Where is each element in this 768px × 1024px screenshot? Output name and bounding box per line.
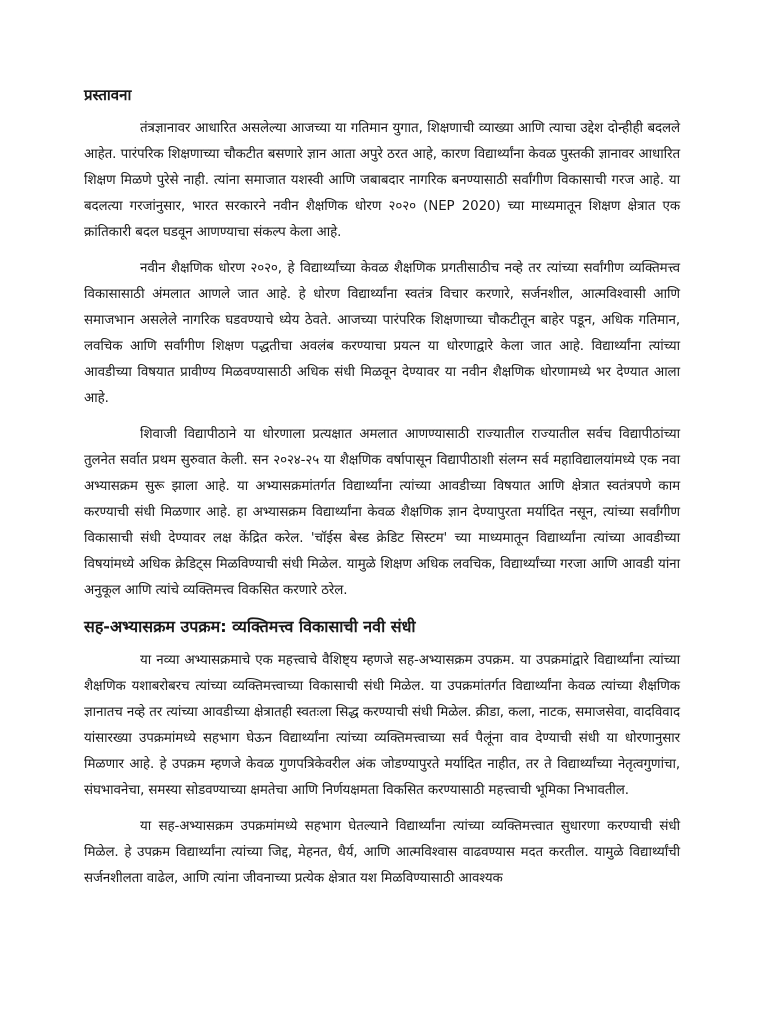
- section-paragraph-1: या नव्या अभ्यासक्रमाचे एक महत्त्वाचे वैशिष्ट्य म्हणजे सह-अभ्यासक्रम उपक्रम. या उपक्रमांद्वारे विद्यार्थ्यांना त्यांच्या शैक्षणिक यशाबरोबरच त्यांच्या व्यक्तिमत्त्वाच्या विकासाची संधी मिळेल. या उपक्रमांतर्गत विद्यार्थ्यांना केवळ त्यांच्या शैक्षणिक ज्ञानातच नव्हे तर त्यांच्या आवडीच्या क्षेत्रातही स्वतःला सिद्ध करण्याची संधी मिळेल. क्रीडा, कला, नाटक, समाजसेवा, वादविवाद यांसारख्या उपक्रमांमध्ये सहभाग घेऊन विद्यार्थ्यांना त्यांच्या व्यक्तिमत्त्वाच्या सर्व पैलूंना वाव देण्याची संधी या धोरणानुसार मिळणार आहे. हे उपक्रम म्हणजे केवळ गुणपत्रिकेवरील अंक जोडण्यापुरते मर्यादित नाहीत, तर ते विद्यार्थ्यांच्या नेतृत्वगुणांचा, संघभावनेचा, समस्या सोडवण्याच्या क्षमतेचा आणि निर्णयक्षमता विकसित करण्यासाठी महत्त्वाची भूमिका निभावतील.: [84, 653, 680, 798]
- intro-paragraph-1: तंत्रज्ञानावर आधारित असलेल्या आजच्या या गतिमान युगात, शिक्षणाची व्याख्या आणि त्याचा उद्देश दोन्हीही बदलले आहेत. पारंपरिक शिक्षणाच्या चौकटीत बसणारे ज्ञान आता अपुरे ठरत आहे, कारण विद्यार्थ्यांना केवळ पुस्तकी ज्ञानावर आधारित शिक्षण मिळणे पुरेसे नाही. त्यांना समाजात यशस्वी आणि जबाबदार नागरिक बनण्यासाठी सर्वांगीण विकासाची गरज आहे. या बदलत्या गरजांनुसार, भारत सरकारने नवीन शैक्षणिक धोरण २०२० (NEP 2020) च्या माध्यमातून शिक्षण क्षेत्रात एक क्रांतिकारी बदल घडवून आणण्याचा संकल्प केला आहे.: [84, 121, 680, 240]
- intro-heading: प्रस्तावना: [84, 86, 132, 104]
- intro-paragraph-2: नवीन शैक्षणिक धोरण २०२०, हे विद्यार्थ्यांच्या केवळ शैक्षणिक प्रगतीसाठीच नव्हे तर त्यांच्या सर्वांगीण व्यक्तिमत्त्व विकासासाठी अंमलात आणले जात आहे. हे धोरण विद्यार्थ्यांना स्वतंत्र विचार करणारे, सर्जनशील, आत्मविश्वासी आणि समाजभान असलेले नागरिक घडवण्याचे ध्येय ठेवते. आजच्या पारंपरिक शिक्षणाच्या चौकटीतून बाहेर पडून, अधिक गतिमान, लवचिक आणि सर्वांगीण शिक्षण पद्धतीचा अवलंब करण्याचा प्रयत्न या धोरणाद्वारे केला जात आहे. विद्यार्थ्यांना त्यांच्या आवडीच्या विषयात प्रावीण्य मिळवण्यासाठी अधिक संधी मिळवून देण्यावर या नवीन शैक्षणिक धोरणामध्ये भर देण्यात आला आहे.: [84, 261, 680, 406]
- document-page: [84, 84, 680, 902]
- section-paragraph-2: या सह-अभ्यासक्रम उपक्रमांमध्ये सहभाग घेतल्याने विद्यार्थ्यांना त्यांच्या व्यक्तिमत्त्वात सुधारणा करण्याची संधी मिळेल. हे उपक्रम विद्यार्थ्यांना त्यांच्या जिद्द, मेहनत, धैर्य, आणि आत्मविश्वास वाढवण्यास मदत करतील. यामुळे विद्यार्थ्यांची सर्जनशीलता वाढेल, आणि त्यांना जीवनाच्या प्रत्येक क्षेत्रात यश मिळविण्यासाठी आवश्यक: [84, 819, 680, 886]
- intro-paragraph-3: शिवाजी विद्यापीठाने या धोरणाला प्रत्यक्षात अमलात आणण्यासाठी राज्यातील राज्यातील सर्वच विद्यापीठांच्या तुलनेत सर्वात प्रथम सुरुवात केली. सन २०२४-२५ या शैक्षणिक वर्षापासून विद्यापीठाशी संलग्न सर्व महाविद्यालयांमध्ये एक नवा अभ्यासक्रम सुरू झाला आहे. या अभ्यासक्रमांतर्गत विद्यार्थ्यांना त्यांच्या आवडीच्या विषयात आणि क्षेत्रात स्वतंत्रपणे काम करण्याची संधी मिळणार आहे. हा अभ्यासक्रम विद्यार्थ्यांना केवळ शैक्षणिक ज्ञान देण्यापुरता मर्यादित नसून, त्यांच्या सर्वांगीण विकासाची संधी देण्यावर लक्ष केंद्रित करेल. 'चॉईस बेस्ड क्रेडिट सिस्टम' च्या माध्यमातून विद्यार्थ्यांना त्यांच्या आवडीच्या विषयांमध्ये अधिक क्रेडिट्स मिळविण्याची संधी मिळेल. यामुळे शिक्षण अधिक लवचिक, विद्यार्थ्यांच्या गरजा आणि आवडी यांना अनुकूल आणि त्यांचे व्यक्तिमत्त्व विकसित करणारे ठरेल.: [84, 427, 680, 598]
- section-heading: सह-अभ्यासक्रम उपक्रम: व्यक्तिमत्त्व विकासाची नवी संधी: [84, 617, 416, 636]
